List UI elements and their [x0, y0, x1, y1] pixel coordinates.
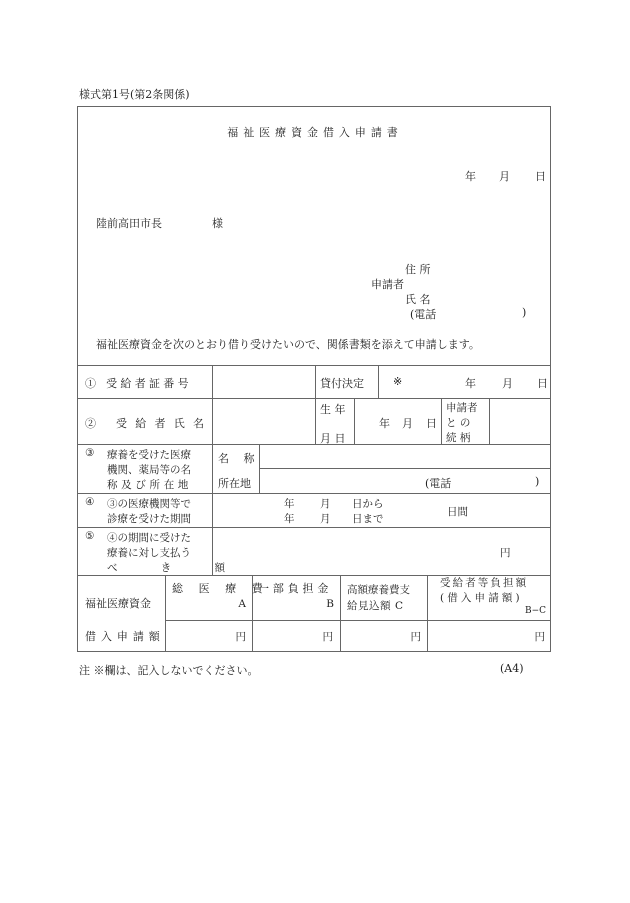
grid-line — [315, 365, 316, 444]
period-days: 日間 — [447, 506, 468, 518]
loan-decision-month: 月 — [502, 377, 513, 390]
recipient-number-label: ① 受給者証番号 — [85, 377, 192, 390]
recipient-burden-field[interactable] — [428, 621, 550, 651]
payable-label-3: べ き 額 — [107, 562, 245, 574]
high-cost-benefit-label-1: 高額療養費支 — [347, 584, 410, 596]
total-medical-cost-unit: 円 — [235, 631, 246, 643]
birthdate-label-2: 月 日 — [320, 432, 346, 445]
application-statement: 福祉医療資金を次のとおり借り受けたいので、関係書類を添えて申請します。 — [96, 338, 480, 351]
institution-phone-label: (電話 — [425, 477, 452, 490]
addressee-honorific: 様 — [212, 217, 223, 230]
copayment-letter: B — [326, 598, 334, 610]
form-number: 様式第1号(第2条関係) — [79, 88, 190, 101]
grid-line — [441, 398, 442, 444]
grid-line — [77, 493, 551, 494]
applicant-name-label: 氏 名 — [405, 293, 431, 306]
applicant-phone-close: ) — [522, 306, 527, 319]
recipient-number-field[interactable] — [213, 366, 314, 397]
birth-day: 日 — [426, 417, 437, 430]
row5-number: ⑤ — [85, 530, 95, 542]
institution-phone-close: ) — [535, 475, 540, 488]
payable-label-1: ④の期間に受けた — [107, 532, 191, 544]
institution-name-field[interactable] — [260, 445, 550, 467]
recipient-name-field[interactable] — [213, 399, 314, 443]
applicant-phone-label: (電話 — [410, 308, 437, 321]
grid-line — [77, 398, 551, 399]
row4-number: ④ — [85, 496, 95, 508]
copayment-unit: 円 — [322, 631, 333, 643]
total-medical-cost-field[interactable] — [166, 621, 251, 651]
relation-label-2: と の — [446, 417, 471, 429]
relation-label-1: 申請者 — [446, 402, 478, 414]
high-cost-benefit-label-2: 給見込額 C — [347, 600, 404, 612]
high-cost-benefit-unit: 円 — [410, 631, 421, 643]
applicant-label: 申請者 — [371, 278, 404, 291]
period-to-month: 月 — [320, 513, 331, 525]
grid-line — [77, 365, 551, 366]
recipient-burden-unit: 円 — [534, 631, 545, 643]
date-month: 月 — [499, 170, 510, 183]
institution-label-2: 機関、薬局等の名 — [107, 464, 191, 476]
date-day: 日 — [535, 170, 546, 183]
birthdate-label-1: 生 年 — [320, 403, 346, 416]
grid-line — [354, 398, 355, 444]
birth-month: 月 — [402, 417, 413, 430]
institution-name-label: 名 称 — [218, 452, 260, 465]
paper-size: (A4) — [500, 662, 524, 675]
recipient-burden-label-2: (借入申請額) — [440, 592, 523, 604]
birth-year: 年 — [379, 417, 390, 430]
footnote: 注 ※欄は、記入しないでください。 — [79, 664, 259, 677]
period-from-day: 日から — [352, 498, 384, 510]
applicant-address-label: 住 所 — [405, 263, 431, 276]
copayment-field[interactable] — [253, 621, 339, 651]
row3-number: ③ — [85, 447, 95, 459]
recipient-name-label: ② 受給者氏名 — [85, 417, 213, 430]
copayment-label: 一部負担金 — [258, 582, 333, 595]
total-medical-cost-letter: A — [238, 598, 246, 610]
period-to-day: 日まで — [352, 513, 384, 525]
payable-unit: 円 — [500, 547, 511, 559]
loan-amount-label-2: 借入申請額 — [85, 630, 165, 643]
period-to-year: 年 — [284, 513, 295, 525]
grid-line — [378, 365, 379, 398]
total-medical-cost-label: 総 医 療 費 — [172, 582, 269, 595]
form-title: 福祉医療資金借入申請書 — [227, 126, 403, 139]
period-from-month: 月 — [320, 498, 331, 510]
recipient-burden-label-1: 受給者等負担額 — [440, 577, 529, 589]
period-label-1: ③の医療機関等で — [107, 498, 191, 510]
institution-label-3: 称及び所在地 — [107, 479, 193, 491]
loan-decision-label: 貸付決定 — [320, 377, 364, 390]
loan-amount-label-1: 福祉医療資金 — [85, 597, 151, 610]
institution-label-1: 療養を受けた医療 — [107, 449, 191, 461]
office-use-mark: ※ — [393, 375, 403, 388]
institution-address-field[interactable] — [260, 469, 420, 492]
high-cost-benefit-field[interactable] — [341, 621, 426, 651]
period-from-year: 年 — [284, 498, 295, 510]
payable-label-2: 療養に対し支払う — [107, 547, 191, 559]
addressee-name: 陸前高田市長 — [96, 217, 162, 230]
loan-decision-year: 年 — [465, 377, 476, 390]
date-year: 年 — [465, 170, 476, 183]
relation-label-3: 続 柄 — [446, 432, 471, 444]
recipient-burden-formula: B−C — [524, 606, 546, 616]
relation-field[interactable] — [490, 399, 550, 443]
period-label-2: 診療を受けた期間 — [107, 513, 191, 525]
loan-decision-day: 日 — [537, 377, 548, 390]
institution-address-label: 所在地 — [218, 477, 251, 490]
